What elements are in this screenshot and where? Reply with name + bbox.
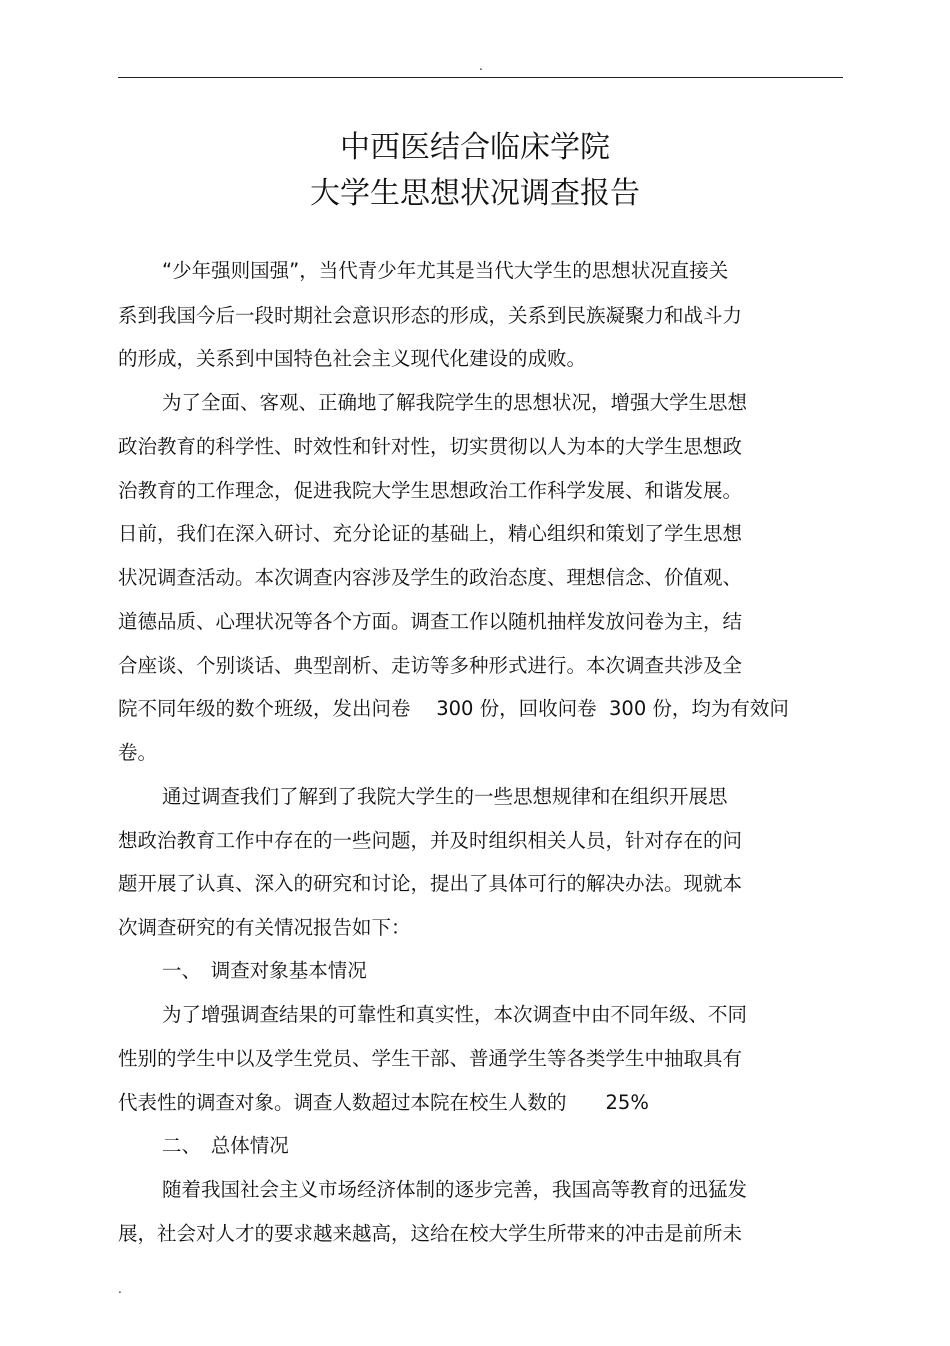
- body-line: 为了增强调查结果的可靠性和真实性，本次调查中由不同年级、不同: [162, 1003, 748, 1026]
- body-line: 性别的学生中以及学生党员、学生干部、普通学生等各类学生中抽取具有: [118, 1047, 743, 1070]
- body-line: 治教育的工作理念，促进我院大学生思想政治工作科学发展、和谐发展。: [118, 479, 743, 502]
- document-title-line-2: 大学生思想状况调查报告: [310, 176, 640, 211]
- body-line: 为了全面、客观、正确地了解我院学生的思想状况，增强大学生思想: [162, 391, 748, 414]
- document-title-line-1: 中西医结合临床学院: [340, 130, 610, 165]
- section-heading: 二、 总体情况: [162, 1134, 289, 1157]
- body-line: 通过调查我们了解到了我院大学生的一些思想规律和在组织开展思: [162, 785, 728, 808]
- body-line: 想政治教育工作中存在的一些问题，并及时组织相关人员，针对存在的问: [118, 829, 743, 852]
- body-line: 日前，我们在深入研讨、充分论证的基础上，精心组织和策划了学生思想: [118, 522, 743, 545]
- section-heading: 一、 调查对象基本情况: [162, 959, 367, 982]
- body-line: 状况调查活动。本次调查内容涉及学生的政治态度、理想信念、价值观、: [118, 566, 743, 589]
- body-line: 合座谈、个别谈话、典型剖析、走访等多种形式进行。本次调查共涉及全: [118, 654, 743, 677]
- footer-dot: .: [118, 1282, 122, 1296]
- header-rule: [118, 77, 843, 78]
- body-line: 院不同年级的数个班级，发出问卷 300 份，回收问卷 300 份，均为有效问: [118, 697, 789, 720]
- body-line: 展，社会对人才的要求越来越高，这给在校大学生所带来的冲击是前所未: [118, 1222, 743, 1245]
- body-line: 题开展了认真、深入的研究和讨论，提出了具体可行的解决办法。现就本: [118, 872, 743, 895]
- body-line: 随着我国社会主义市场经济体制的逐步完善，我国高等教育的迅猛发: [162, 1178, 748, 1201]
- body-line: 卷。: [118, 741, 158, 764]
- header-dot: .: [479, 59, 483, 73]
- body-line: 政治教育的科学性、时效性和针对性，切实贯彻以人为本的大学生思想政: [118, 435, 743, 458]
- body-line: “少年强则国强”，当代青少年尤其是当代大学生的思想状况直接关: [162, 259, 729, 282]
- body-line: 系到我国今后一段时期社会意识形态的形成，关系到民族凝聚力和战斗力: [118, 304, 743, 327]
- body-line: 代表性的调查对象。调查人数超过本院在校生人数的 25%: [118, 1091, 649, 1114]
- body-line: 道德品质、心理状况等各个方面。调查工作以随机抽样发放问卷为主，结: [118, 610, 743, 633]
- body-line: 的形成，关系到中国特色社会主义现代化建设的成败。: [118, 347, 587, 370]
- body-line: 次调查研究的有关情况报告如下：: [118, 916, 411, 939]
